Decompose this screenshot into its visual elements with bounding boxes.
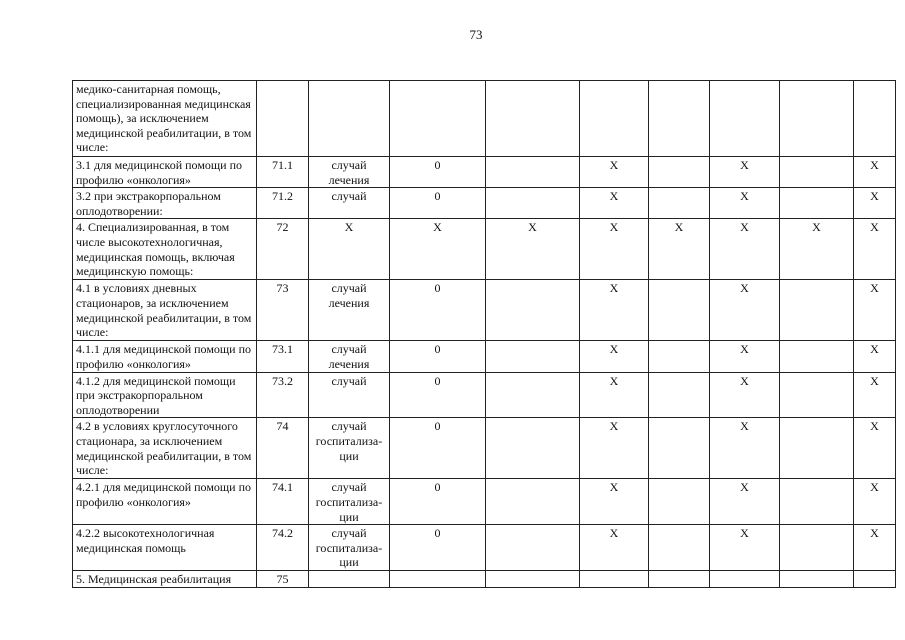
value-cell (486, 372, 580, 418)
row-code: 72 (257, 219, 309, 280)
value-cell: X (854, 219, 896, 280)
row-description: 4.1 в условиях дневных стационаров, за исключением медицинской реабилитации, в том числе: (73, 280, 257, 341)
table-row (73, 280, 896, 341)
table-row (73, 570, 896, 587)
value-cell (390, 81, 486, 157)
value-cell (780, 341, 854, 372)
value-cell (649, 372, 710, 418)
row-unit: X (309, 219, 390, 280)
value-cell: X (580, 219, 649, 280)
value-cell: 0 (390, 372, 486, 418)
row-unit: случай лечения (309, 341, 390, 372)
value-cell (780, 479, 854, 525)
value-cell: X (710, 418, 780, 479)
value-cell: X (710, 157, 780, 188)
value-cell: X (580, 341, 649, 372)
value-cell (486, 341, 580, 372)
value-cell (486, 81, 580, 157)
row-description: 3.2 при экстракорпоральном оплодотворении: (73, 188, 257, 219)
value-cell: 0 (390, 341, 486, 372)
value-cell: 0 (390, 418, 486, 479)
row-code: 73 (257, 280, 309, 341)
value-cell: X (710, 525, 780, 571)
value-cell (649, 479, 710, 525)
value-cell (649, 418, 710, 479)
table-row (73, 525, 896, 571)
row-code: 74 (257, 418, 309, 479)
row-unit: случай лечения (309, 280, 390, 341)
value-cell: X (854, 372, 896, 418)
row-code: 71.1 (257, 157, 309, 188)
value-cell: X (854, 525, 896, 571)
value-cell (780, 280, 854, 341)
table-row (73, 479, 896, 525)
row-unit: случай госпитализа-ции (309, 418, 390, 479)
value-cell: 0 (390, 157, 486, 188)
value-cell: 0 (390, 280, 486, 341)
value-cell (780, 81, 854, 157)
value-cell: 0 (390, 525, 486, 571)
value-cell: X (854, 479, 896, 525)
value-cell (580, 81, 649, 157)
value-cell (649, 280, 710, 341)
row-unit: случай госпитализа-ции (309, 525, 390, 571)
table-row (73, 341, 896, 372)
row-code (257, 81, 309, 157)
value-cell (780, 570, 854, 587)
table-row (73, 372, 896, 418)
table-row (73, 188, 896, 219)
value-cell (710, 570, 780, 587)
value-cell (486, 188, 580, 219)
value-cell (649, 81, 710, 157)
value-cell (780, 188, 854, 219)
row-description: 4.2.1 для медицинской помощи по профилю «онкология» (73, 479, 257, 525)
value-cell (486, 479, 580, 525)
row-code: 74.1 (257, 479, 309, 525)
page-number: 73 (469, 27, 483, 42)
value-cell (649, 341, 710, 372)
value-cell: X (854, 188, 896, 219)
value-cell: X (854, 280, 896, 341)
value-cell: X (854, 418, 896, 479)
row-unit (309, 570, 390, 587)
value-cell (649, 157, 710, 188)
value-cell: X (580, 280, 649, 341)
row-unit (309, 81, 390, 157)
row-code: 71.2 (257, 188, 309, 219)
value-cell: X (649, 219, 710, 280)
value-cell (780, 372, 854, 418)
table-row (73, 418, 896, 479)
value-cell: X (710, 372, 780, 418)
row-description: 4.1.1 для медицинской помощи по профилю «онкология» (73, 341, 257, 372)
value-cell: X (710, 479, 780, 525)
value-cell: X (710, 280, 780, 341)
value-cell: X (580, 479, 649, 525)
value-cell: X (710, 341, 780, 372)
table-row (73, 219, 896, 280)
value-cell (710, 81, 780, 157)
value-cell (649, 570, 710, 587)
row-code: 74.2 (257, 525, 309, 571)
value-cell: X (580, 372, 649, 418)
value-cell (780, 418, 854, 479)
value-cell: X (710, 219, 780, 280)
value-cell (486, 418, 580, 479)
value-cell: 0 (390, 479, 486, 525)
value-cell (780, 525, 854, 571)
value-cell (649, 525, 710, 571)
row-code: 75 (257, 570, 309, 587)
value-cell: X (854, 341, 896, 372)
value-cell: X (580, 418, 649, 479)
data-table (72, 80, 896, 588)
value-cell: X (486, 219, 580, 280)
row-description: 3.1 для медицинской помощи по профилю «онкология» (73, 157, 257, 188)
value-cell (486, 280, 580, 341)
row-description: 5. Медицинская реабилитация (73, 570, 257, 587)
row-description: 4.1.2 для медицинской помощи при экстракорпоральном оплодотворении (73, 372, 257, 418)
value-cell (486, 570, 580, 587)
value-cell (486, 525, 580, 571)
value-cell (854, 570, 896, 587)
row-code: 73.1 (257, 341, 309, 372)
row-unit: случай (309, 372, 390, 418)
value-cell (390, 570, 486, 587)
value-cell (486, 157, 580, 188)
value-cell: X (780, 219, 854, 280)
value-cell (780, 157, 854, 188)
value-cell: 0 (390, 188, 486, 219)
value-cell (649, 188, 710, 219)
value-cell: X (580, 525, 649, 571)
row-description: 4.2 в условиях круглосуточного стационара, за исключением медицинской реабилитации, в том числе: (73, 418, 257, 479)
row-description: 4. Специализированная, в том числе высокотехнологичная, медицинская помощь, включая медицинскую помощь: (73, 219, 257, 280)
row-description: медико-санитарная помощь, специализированная медицинская помощь), за исключением медицинской реабилитации, в том числе: (73, 81, 257, 157)
row-description: 4.2.2 высокотехнологичная медицинская помощь (73, 525, 257, 571)
value-cell: X (580, 157, 649, 188)
value-cell: X (390, 219, 486, 280)
row-unit: случай госпитализа-ции (309, 479, 390, 525)
table-row (73, 157, 896, 188)
value-cell: X (710, 188, 780, 219)
row-unit: случай (309, 188, 390, 219)
value-cell (854, 81, 896, 157)
value-cell: X (580, 188, 649, 219)
value-cell: X (854, 157, 896, 188)
table-row (73, 81, 896, 157)
row-unit: случай лечения (309, 157, 390, 188)
row-code: 73.2 (257, 372, 309, 418)
value-cell (580, 570, 649, 587)
